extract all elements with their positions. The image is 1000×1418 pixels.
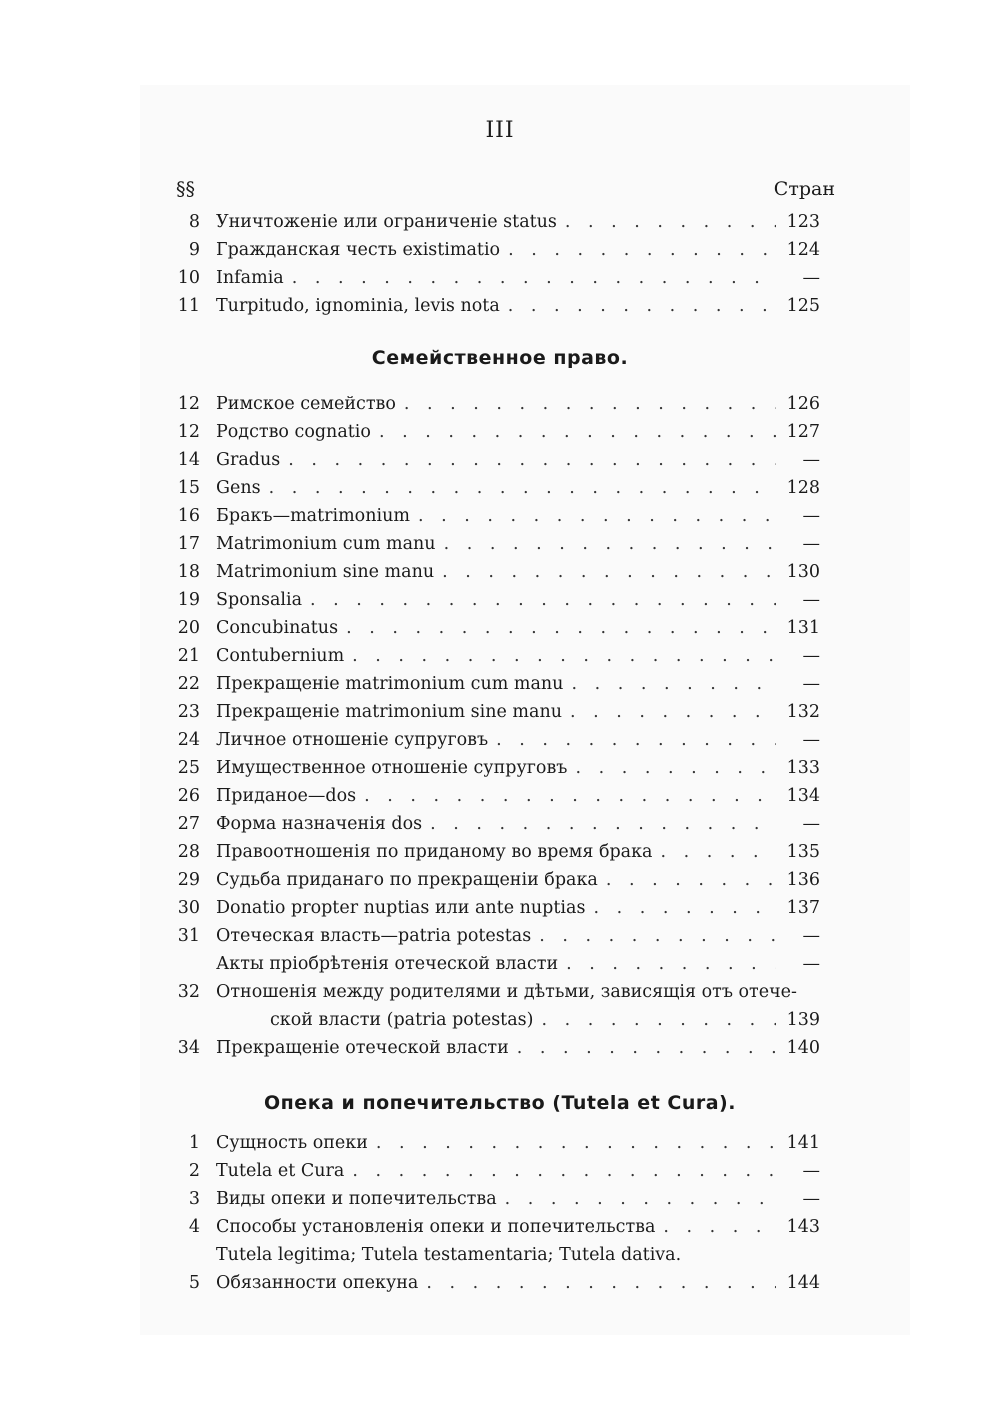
- toc-row: [170, 894, 820, 922]
- toc-number: 23: [177, 702, 200, 722]
- toc-page: 126: [786, 394, 820, 414]
- toc-title: Sponsalia: [216, 590, 303, 610]
- dot-leader: [606, 866, 776, 894]
- toc-page: —: [802, 1161, 820, 1181]
- dot-leader: [575, 754, 776, 782]
- toc-title: Акты пріобрѣтенія отеческой власти: [216, 954, 559, 974]
- toc-number: 4: [188, 1217, 200, 1237]
- toc-title: Прекращеніе отеческой власти: [216, 1038, 509, 1058]
- toc-title: Turpitudo, ignominia, levis nota: [216, 296, 500, 316]
- toc-page: 124: [786, 240, 820, 260]
- toc-number: 30: [177, 898, 200, 918]
- toc-row: [170, 1241, 820, 1269]
- toc-number: 12: [177, 422, 200, 442]
- toc-page: —: [802, 1189, 820, 1209]
- toc-number: 20: [177, 618, 200, 638]
- dot-leader: [430, 810, 776, 838]
- toc-title: Виды опеки и попечительства: [216, 1189, 497, 1209]
- toc-row: [170, 208, 820, 236]
- toc-row: [170, 1269, 820, 1297]
- toc-row: [170, 1185, 820, 1213]
- toc-number: 8: [188, 212, 200, 232]
- toc-row: [170, 950, 820, 978]
- toc-page: 133: [786, 758, 820, 778]
- toc-row: [170, 292, 820, 320]
- pages-label: Стран: [773, 178, 835, 200]
- toc-page: 127: [786, 422, 820, 442]
- toc-row: [170, 670, 820, 698]
- toc-title: Имущественное отношеніе супруговъ: [216, 758, 568, 778]
- toc-number: 2: [188, 1161, 200, 1181]
- dot-leader: [496, 726, 776, 754]
- toc-page: 137: [786, 898, 820, 918]
- dot-leader: [565, 208, 776, 236]
- toc-title: Concubinatus: [216, 618, 339, 638]
- toc-page: —: [802, 814, 820, 834]
- page-number: III: [485, 118, 515, 143]
- dot-leader: [541, 1006, 776, 1034]
- toc-page: 139: [786, 1010, 820, 1030]
- toc-page: —: [802, 646, 820, 666]
- toc-page: 132: [786, 702, 820, 722]
- dot-leader: [269, 474, 776, 502]
- toc-number: 22: [177, 674, 200, 694]
- toc-number: 14: [177, 450, 200, 470]
- toc-row: [170, 978, 820, 1006]
- toc-number: 29: [177, 870, 200, 890]
- toc-page: 136: [786, 870, 820, 890]
- toc-page: 125: [786, 296, 820, 316]
- dot-leader: [364, 782, 776, 810]
- dot-leader: [444, 530, 776, 558]
- toc-row: [170, 502, 820, 530]
- toc-title: Уничтоженіе или ограниченіе status: [216, 212, 557, 232]
- toc-row: [170, 446, 820, 474]
- toc-page: —: [802, 730, 820, 750]
- toc-title: Прекращеніе matrimonium sine manu: [216, 702, 562, 722]
- toc-number: 24: [177, 730, 200, 750]
- toc-title: Приданое—dos: [216, 786, 357, 806]
- toc-title: Отношенія между родителями и дѣтьми, зависящія отъ отече-: [216, 982, 797, 1002]
- dot-leader: [352, 1157, 776, 1185]
- dot-leader: [379, 418, 776, 446]
- toc-number: 15: [177, 478, 200, 498]
- toc-group-family: [170, 390, 820, 1062]
- toc-row: [170, 1157, 820, 1185]
- toc-number: 16: [177, 506, 200, 526]
- dot-leader: [571, 670, 776, 698]
- toc-row: [170, 1213, 820, 1241]
- toc-row: [170, 530, 820, 558]
- toc-title: Римское семейство: [216, 394, 396, 414]
- toc-row: [170, 418, 820, 446]
- toc-page: —: [802, 954, 820, 974]
- toc-group-status: [170, 208, 820, 320]
- dot-leader: [426, 1269, 776, 1297]
- toc-page: 128: [786, 478, 820, 498]
- toc-page: 134: [786, 786, 820, 806]
- toc-row: [170, 1034, 820, 1062]
- toc-page: 131: [786, 618, 820, 638]
- toc-title: Tutela legitima; Tutela testamentaria; Tutela dativa.: [216, 1245, 682, 1265]
- toc-page: 141: [786, 1133, 820, 1153]
- toc-number: 18: [177, 562, 200, 582]
- toc-page: 140: [786, 1038, 820, 1058]
- section-mark: §§: [176, 178, 195, 200]
- section-heading-tutela: Опека и попечительство (Tutela et Cura).: [264, 1092, 736, 1114]
- toc-page: 123: [786, 212, 820, 232]
- toc-number: 34: [177, 1038, 200, 1058]
- toc-row: [170, 1006, 820, 1034]
- dot-leader: [539, 922, 776, 950]
- toc-number: 31: [177, 926, 200, 946]
- toc-row: [170, 838, 820, 866]
- toc-title: Gens: [216, 478, 261, 498]
- toc-row: [170, 558, 820, 586]
- dot-leader: [566, 950, 776, 978]
- toc-number: 3: [188, 1189, 200, 1209]
- toc-number: 11: [177, 296, 200, 316]
- toc-row: [170, 1129, 820, 1157]
- toc-row: [170, 810, 820, 838]
- toc-title: Обязанности опекуна: [216, 1273, 419, 1293]
- toc-title: Infamia: [216, 268, 284, 288]
- toc-page: —: [802, 674, 820, 694]
- toc-title: Contubernium: [216, 646, 345, 666]
- toc-title: Сущность опеки: [216, 1133, 368, 1153]
- toc-group-tutela: [170, 1129, 820, 1297]
- dot-leader: [352, 642, 776, 670]
- toc-row: [170, 754, 820, 782]
- dot-leader: [517, 1034, 776, 1062]
- dot-leader: [418, 502, 776, 530]
- dot-leader: [660, 838, 776, 866]
- toc-title: Родство cognatio: [216, 422, 371, 442]
- toc-row: [170, 642, 820, 670]
- toc-title: Donatio propter nuptias или ante nuptias: [216, 898, 586, 918]
- toc-page: —: [802, 534, 820, 554]
- dot-leader: [508, 292, 776, 320]
- toc-title: Правоотношенія по приданому во время брака: [216, 842, 653, 862]
- toc-row: [170, 866, 820, 894]
- toc-number: 19: [177, 590, 200, 610]
- toc-number: 5: [188, 1273, 200, 1293]
- toc-page: 135: [786, 842, 820, 862]
- toc-row: [170, 390, 820, 418]
- toc-number: 17: [177, 534, 200, 554]
- dot-leader: [508, 236, 776, 264]
- dot-leader: [505, 1185, 776, 1213]
- toc-number: 10: [177, 268, 200, 288]
- toc-number: 12: [177, 394, 200, 414]
- toc-row: [170, 236, 820, 264]
- dot-leader: [404, 390, 776, 418]
- toc-title: Судьба приданаго по прекращеніи брака: [216, 870, 598, 890]
- toc-title: Способы установленія опеки и попечительства: [216, 1217, 656, 1237]
- toc-title: Гражданская честь existimatio: [216, 240, 501, 260]
- toc-title: ской власти (patria potestas): [270, 1010, 534, 1030]
- toc-row: [170, 726, 820, 754]
- toc-number: 32: [177, 982, 200, 1002]
- toc-row: [170, 922, 820, 950]
- dot-leader: [570, 698, 776, 726]
- toc-row: [170, 264, 820, 292]
- toc-page: —: [802, 450, 820, 470]
- toc-title: Форма назначенія dos: [216, 814, 423, 834]
- toc-number: 27: [177, 814, 200, 834]
- dot-leader: [442, 558, 776, 586]
- toc-page: 144: [786, 1273, 820, 1293]
- toc-title: Бракъ—matrimonium: [216, 506, 410, 526]
- toc-title: Matrimonium cum manu: [216, 534, 436, 554]
- column-headers: [170, 178, 835, 206]
- toc-row: [170, 782, 820, 810]
- toc-page: 143: [786, 1217, 820, 1237]
- toc-title: Отеческая власть—patria potestas: [216, 926, 532, 946]
- toc-title: Matrimonium sine manu: [216, 562, 435, 582]
- toc-number: 25: [177, 758, 200, 778]
- dot-leader: [346, 614, 776, 642]
- toc-number: 21: [177, 646, 200, 666]
- toc-row: [170, 614, 820, 642]
- dot-leader: [663, 1213, 776, 1241]
- dot-leader: [288, 446, 776, 474]
- toc-number: 1: [188, 1133, 200, 1153]
- toc-page: —: [802, 506, 820, 526]
- dot-leader: [292, 264, 776, 292]
- toc-title: Tutela et Cura: [216, 1161, 345, 1181]
- dot-leader: [310, 586, 776, 614]
- toc-page: —: [802, 926, 820, 946]
- toc-number: 9: [188, 240, 200, 260]
- toc-page: —: [802, 590, 820, 610]
- section-heading-family: Семейственное право.: [371, 347, 629, 369]
- toc-row: [170, 474, 820, 502]
- toc-row: [170, 586, 820, 614]
- toc-row: [170, 698, 820, 726]
- toc-number: 28: [177, 842, 200, 862]
- toc-title: Прекращеніе matrimonium cum manu: [216, 674, 564, 694]
- dot-leader: [593, 894, 776, 922]
- toc-number: 26: [177, 786, 200, 806]
- toc-page: 130: [786, 562, 820, 582]
- toc-title: Личное отношеніе супруговъ: [216, 730, 489, 750]
- toc-title: Gradus: [216, 450, 281, 470]
- toc-page: —: [802, 268, 820, 288]
- dot-leader: [376, 1129, 776, 1157]
